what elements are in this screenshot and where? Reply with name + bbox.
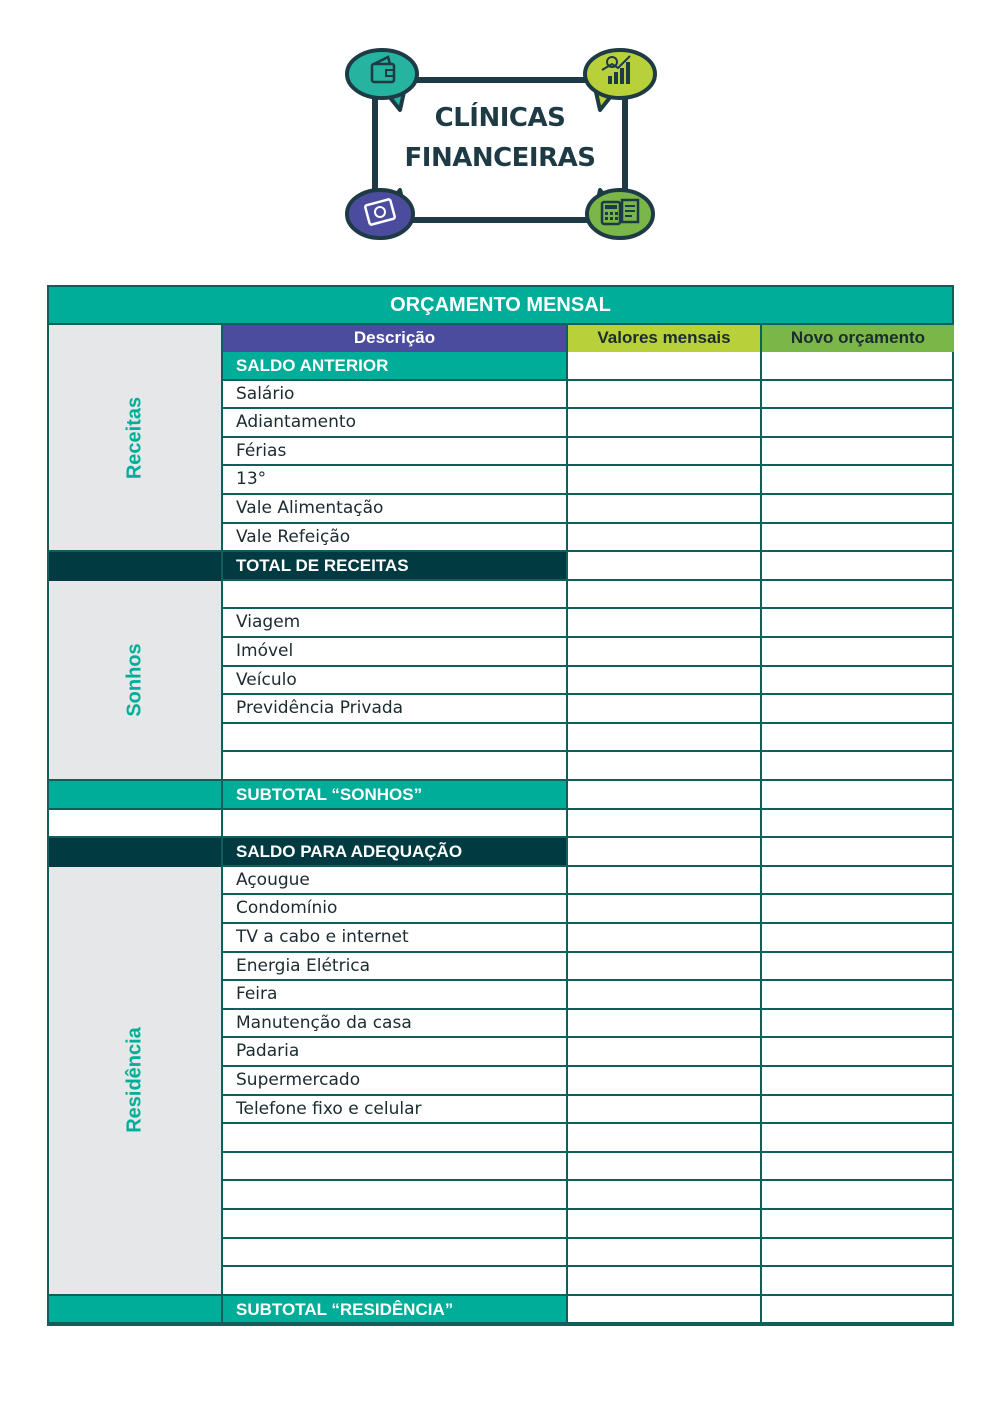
new-budget-cell[interactable]	[760, 981, 954, 1010]
description-cell	[221, 724, 566, 753]
receita-row	[221, 466, 954, 495]
new-budget-cell[interactable]	[760, 1010, 954, 1039]
new-budget-cell[interactable]	[760, 552, 954, 581]
money-icon	[347, 190, 413, 238]
description-cell: Veículo	[221, 667, 566, 696]
monthly-value-cell[interactable]	[566, 1096, 760, 1125]
monthly-value-cell[interactable]	[566, 1239, 760, 1268]
description-cell: Telefone fixo e celular	[221, 1096, 566, 1125]
description-cell	[221, 581, 566, 610]
new-budget-cell[interactable]	[760, 1096, 954, 1125]
new-budget-cell[interactable]	[760, 352, 954, 381]
sonho-row	[221, 752, 954, 781]
sonho-row	[221, 609, 954, 638]
monthly-value-cell[interactable]	[566, 1153, 760, 1182]
description-cell: Padaria	[221, 1038, 566, 1067]
monthly-value-cell[interactable]	[566, 352, 760, 381]
residencia-row	[221, 1124, 954, 1153]
new-budget-cell[interactable]	[760, 1181, 954, 1210]
new-budget-cell[interactable]	[760, 495, 954, 524]
sonho-row	[221, 638, 954, 667]
description-cell	[221, 1210, 566, 1239]
sonho-row	[221, 581, 954, 610]
new-budget-cell[interactable]	[760, 695, 954, 724]
header-monthly-values: Valores mensais	[566, 325, 760, 352]
monthly-value-cell[interactable]	[566, 953, 760, 982]
receita-row	[221, 495, 954, 524]
monthly-value-cell[interactable]	[566, 638, 760, 667]
residencia-row	[221, 1038, 954, 1067]
saldo-anterior-row	[221, 352, 954, 381]
blank-row	[221, 810, 954, 839]
description-cell: SALDO ANTERIOR	[221, 352, 566, 381]
description-cell: Açougue	[221, 867, 566, 896]
monthly-value-cell[interactable]	[566, 524, 760, 553]
residencia-row	[221, 1239, 954, 1268]
monthly-value-cell[interactable]	[566, 838, 760, 867]
description-cell: Condomínio	[221, 895, 566, 924]
description-cell: TV a cabo e internet	[221, 924, 566, 953]
new-budget-cell[interactable]	[760, 438, 954, 467]
description-cell: SUBTOTAL “SONHOS”	[221, 781, 566, 810]
monthly-value-cell[interactable]	[566, 609, 760, 638]
monthly-value-cell[interactable]	[566, 695, 760, 724]
new-budget-cell[interactable]	[760, 781, 954, 810]
category-sonhos	[49, 581, 221, 781]
logo-line-1: CLÍNICAS	[434, 103, 566, 133]
receita-row	[221, 409, 954, 438]
description-cell: SALDO PARA ADEQUAÇÃO	[221, 838, 566, 867]
description-cell	[221, 1181, 566, 1210]
new-budget-cell[interactable]	[760, 609, 954, 638]
sheet-title: ORÇAMENTO MENSAL	[49, 287, 952, 325]
sonho-row	[221, 724, 954, 753]
description-cell: SUBTOTAL “RESIDÊNCIA”	[221, 1296, 566, 1325]
monthly-value-cell[interactable]	[566, 552, 760, 581]
new-budget-cell[interactable]	[760, 1124, 954, 1153]
category-receitas	[49, 325, 221, 552]
new-budget-cell[interactable]	[760, 1267, 954, 1296]
monthly-value-cell[interactable]	[566, 466, 760, 495]
monthly-value-cell[interactable]	[566, 1181, 760, 1210]
residencia-row	[221, 1067, 954, 1096]
sonho-row	[221, 695, 954, 724]
monthly-value-cell[interactable]	[566, 752, 760, 781]
residencia-row	[221, 1267, 954, 1296]
category-residencia	[49, 867, 221, 1296]
description-cell: Previdência Privada	[221, 695, 566, 724]
monthly-value-cell[interactable]	[566, 1067, 760, 1096]
new-budget-cell[interactable]	[760, 524, 954, 553]
logo-line-2: FINANCEIRAS	[404, 143, 596, 173]
subtotal-sonhos-row	[221, 781, 954, 810]
header-description: Descrição	[221, 325, 566, 352]
header-new-budget: Novo orçamento	[760, 325, 954, 352]
calculator-icon	[587, 190, 653, 238]
receita-row	[221, 438, 954, 467]
subtotal-sonhos-band	[49, 781, 221, 810]
description-cell	[221, 810, 566, 839]
description-cell: Imóvel	[221, 638, 566, 667]
new-budget-cell[interactable]	[760, 638, 954, 667]
saldo-adequacao-band	[49, 838, 221, 867]
monthly-value-cell[interactable]	[566, 724, 760, 753]
description-cell: Supermercado	[221, 1067, 566, 1096]
new-budget-cell[interactable]	[760, 752, 954, 781]
monthly-value-cell[interactable]	[566, 1124, 760, 1153]
monthly-value-cell[interactable]	[566, 981, 760, 1010]
category-receitas-label: Receitas	[123, 396, 146, 479]
description-cell	[221, 752, 566, 781]
description-cell: TOTAL DE RECEITAS	[221, 552, 566, 581]
description-cell: Vale Refeição	[221, 524, 566, 553]
residencia-row	[221, 1010, 954, 1039]
description-cell	[221, 1239, 566, 1268]
new-budget-cell[interactable]	[760, 867, 954, 896]
description-cell: Salário	[221, 381, 566, 410]
monthly-value-cell[interactable]	[566, 1210, 760, 1239]
new-budget-cell[interactable]	[760, 810, 954, 839]
new-budget-cell[interactable]	[760, 724, 954, 753]
description-cell: 13°	[221, 466, 566, 495]
description-cell: Férias	[221, 438, 566, 467]
monthly-value-cell[interactable]	[566, 810, 760, 839]
monthly-value-cell[interactable]	[566, 409, 760, 438]
category-residencia-label: Residência	[123, 1027, 146, 1134]
monthly-value-cell[interactable]	[566, 867, 760, 896]
description-cell: Manutenção da casa	[221, 1010, 566, 1039]
clinicas-financeiras-logo	[330, 40, 670, 250]
description-cell: Energia Elétrica	[221, 953, 566, 982]
new-budget-cell[interactable]	[760, 1153, 954, 1182]
subtotal-residencia-band	[49, 1296, 221, 1325]
monthly-value-cell[interactable]	[566, 781, 760, 810]
description-cell: Feira	[221, 981, 566, 1010]
monthly-value-cell[interactable]	[566, 895, 760, 924]
monthly-value-cell[interactable]	[566, 1038, 760, 1067]
category-sonhos-label: Sonhos	[123, 643, 146, 717]
new-budget-cell[interactable]	[760, 581, 954, 610]
sonho-row	[221, 667, 954, 696]
monthly-value-cell[interactable]	[566, 495, 760, 524]
new-budget-cell[interactable]	[760, 409, 954, 438]
total-receitas-row	[221, 552, 954, 581]
budget-sheet	[47, 285, 954, 1326]
description-cell: Adiantamento	[221, 409, 566, 438]
new-budget-cell[interactable]	[760, 1296, 954, 1325]
logo-title	[330, 98, 670, 178]
monthly-value-cell[interactable]	[566, 1010, 760, 1039]
monthly-value-cell[interactable]	[566, 667, 760, 696]
total-receitas-band	[49, 552, 221, 581]
residencia-row	[221, 1153, 954, 1182]
blank-band	[49, 810, 221, 839]
new-budget-cell[interactable]	[760, 466, 954, 495]
column-header-row	[221, 325, 954, 352]
description-cell: Vale Alimentação	[221, 495, 566, 524]
residencia-row	[221, 981, 954, 1010]
monthly-value-cell[interactable]	[566, 1296, 760, 1325]
residencia-row	[221, 1181, 954, 1210]
new-budget-cell[interactable]	[760, 924, 954, 953]
residencia-row	[221, 1096, 954, 1125]
new-budget-cell[interactable]	[760, 953, 954, 982]
description-cell	[221, 1267, 566, 1296]
residencia-row	[221, 1210, 954, 1239]
residencia-row	[221, 953, 954, 982]
monthly-value-cell[interactable]	[566, 438, 760, 467]
monthly-value-cell[interactable]	[566, 924, 760, 953]
new-budget-cell[interactable]	[760, 1038, 954, 1067]
new-budget-cell[interactable]	[760, 895, 954, 924]
monthly-value-cell[interactable]	[566, 381, 760, 410]
monthly-value-cell[interactable]	[566, 1267, 760, 1296]
receita-row	[221, 381, 954, 410]
description-cell	[221, 1153, 566, 1182]
residencia-row	[221, 867, 954, 896]
new-budget-cell[interactable]	[760, 1210, 954, 1239]
saldo-adequacao-row	[221, 838, 954, 867]
receita-row	[221, 524, 954, 553]
new-budget-cell[interactable]	[760, 667, 954, 696]
description-cell	[221, 1124, 566, 1153]
new-budget-cell[interactable]	[760, 838, 954, 867]
residencia-row	[221, 895, 954, 924]
monthly-value-cell[interactable]	[566, 581, 760, 610]
residencia-row	[221, 924, 954, 953]
new-budget-cell[interactable]	[760, 1067, 954, 1096]
new-budget-cell[interactable]	[760, 1239, 954, 1268]
description-cell: Viagem	[221, 609, 566, 638]
new-budget-cell[interactable]	[760, 381, 954, 410]
subtotal-residencia-row	[221, 1296, 954, 1325]
budget-grid	[49, 325, 952, 1324]
